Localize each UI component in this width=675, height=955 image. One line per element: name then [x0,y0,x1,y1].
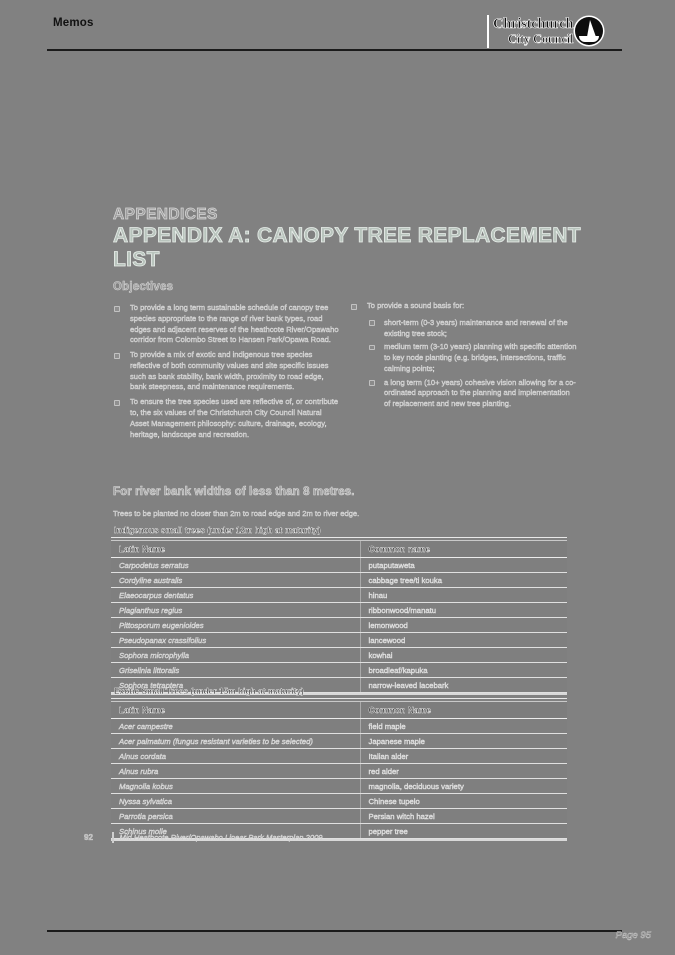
cell-latin-name: Magnolia kobus [111,779,360,794]
cell-latin-name: Pittosporum eugenioides [111,618,360,633]
christchurch-city-council-logo [487,14,603,48]
table-row [111,749,567,764]
logo-divider [487,15,489,48]
hull-shape [579,36,599,42]
header-divider-rule [47,49,622,51]
cell-latin-name: Sophora microphylla [111,648,360,663]
cell-common-name: Persian witch hazel [360,809,567,824]
cell-common-name: lancewood [360,633,567,648]
cell-latin-name: Nyssa sylvatica [111,794,360,809]
list-item: To provide a long term sustainable schedule of canopy tree species appropriate to the range of river bank types, road edges and adjacent reserves of the heathcote River/Opawaho corridor from Colombo Street to Hansen Park/Opawa Road. [113,303,341,346]
document-page-content [0,62,675,897]
table-row [111,558,567,573]
logo-line-christchurch: Christchurch [493,16,574,32]
logo-line-city-council: City Council [508,31,574,46]
objectives-right-list [350,301,578,312]
column-header-latin-name: Latin Name [111,541,360,558]
riverbank-section-heading: For river bank widths of less than 8 metres. [113,486,355,498]
table-row [111,633,567,648]
cell-common-name: lemonwood [360,618,567,633]
footer-divider [112,832,114,843]
cell-common-name: magnolia, deciduous variety [360,779,567,794]
list-item: To provide a mix of exotic and indigenous tree species reflective of both community values and site specific issues such as bank stability, bank width, proximity to road edge, bank steepness, and maintenance requirements. [113,350,341,393]
objectives-right-column [350,301,578,413]
cell-common-name: pepper tree [360,824,567,839]
table-header-row [111,541,567,558]
cell-latin-name: Pseudopanax crassifolius [111,633,360,648]
appendices-label: APPENDICES [113,206,218,223]
council-crest-icon [575,17,603,45]
appendix-title-block [113,207,613,273]
table-header-row [111,702,567,719]
page-number-label: Page 95 [615,930,651,941]
objectives-sub-list-wrapper [350,318,578,410]
column-header-common-name: Common Name [360,702,567,719]
cell-latin-name: Acer campestre [111,719,360,734]
indigenous-trees-table-block [111,526,567,695]
document-page-number: 92 [84,833,93,842]
sail-shape [587,20,596,37]
cell-latin-name: Alnus cordata [111,749,360,764]
table-row [111,648,567,663]
table-row [111,779,567,794]
objectives-left-column [113,303,341,444]
cell-latin-name: Elaeocarpus dentatus [111,588,360,603]
cell-common-name: kowhai [360,648,567,663]
table-row [111,734,567,749]
cell-latin-name: Parrotia persica [111,809,360,824]
cell-common-name: putaputaweta [360,558,567,573]
cell-latin-name: Sophora tetraptera [111,678,360,693]
cell-latin-name: Schinus molle [111,824,360,839]
table-row [111,719,567,734]
table-row [111,794,567,809]
table-row [111,663,567,678]
document-footer-title: Mid Heathcote River/Opawaho Linear Park Masterplan 2009 [119,833,323,842]
document-footer [84,832,574,843]
cell-common-name: hinau [360,588,567,603]
cell-latin-name: Plagianthus regius [111,603,360,618]
list-item: short-term (0-3 years) maintenance and renewal of the existing tree stock; [366,318,578,340]
cell-latin-name: Cordyline australis [111,573,360,588]
list-item: a long term (10+ years) cohesive vision allowing for a co-ordinated approach to the planning and implementation of replacement and new tree planting. [366,378,578,410]
cell-latin-name: Griselinia littoralis [111,663,360,678]
column-header-latin-name: Latin Name [111,702,360,719]
table-row [111,603,567,618]
tree-table [111,701,567,839]
page-header [0,0,675,62]
table-caption: Exotic Small Trees (under 15m high at maturity) [111,687,567,699]
list-item: medium term (3-10 years) planning with specific attention to key node planting (e.g. bridges, intersections, traffic calming points; [366,342,578,374]
table-row [111,588,567,603]
objectives-left-list [113,303,341,440]
cell-latin-name: Carpodetus serratus [111,558,360,573]
table-row [111,764,567,779]
objectives-sub-list [366,318,578,410]
logo-wordmark [493,17,573,45]
cell-common-name: cabbage tree/ti kouka [360,573,567,588]
cell-common-name: red alder [360,764,567,779]
page-title: APPENDIX A: CANOPY TREE REPLACEMENT LIST [113,224,581,272]
memos-label: Memos [53,17,94,29]
list-item: To ensure the tree species used are reflective of, or contribute to, the six values of the Christchurch City Council Natural Asset Management philosophy: culture, drainage, ecology, heritage, landscape and recreation. [113,397,341,440]
cell-common-name: broadleaf/kapuka [360,663,567,678]
table-row [111,809,567,824]
list-item: To provide a sound basis for: [350,301,578,312]
cell-common-name: ribbonwood/manatu [360,603,567,618]
cell-common-name: Japanese maple [360,734,567,749]
cell-latin-name: Alnus rubra [111,764,360,779]
column-header-common-name: Common name [360,541,567,558]
table-row [111,618,567,633]
exotic-trees-table-block [111,687,567,841]
cell-common-name: narrow-leaved lacebark [360,678,567,693]
cell-common-name: Chinese tupelo [360,794,567,809]
page-bottom-rule [47,930,622,932]
tree-table [111,540,567,693]
cell-latin-name: Acer palmatum (fungus resistant varieties to be selected) [111,734,360,749]
cell-common-name: Italian alder [360,749,567,764]
cell-common-name: field maple [360,719,567,734]
table-row [111,573,567,588]
riverbank-section-note: Trees to be planted no closer than 2m to road edge and 2m to river edge. [113,509,360,518]
objectives-heading: Objectives [113,281,174,293]
table-caption: Indigenous small trees (under 12m high at maturity) [111,526,567,538]
